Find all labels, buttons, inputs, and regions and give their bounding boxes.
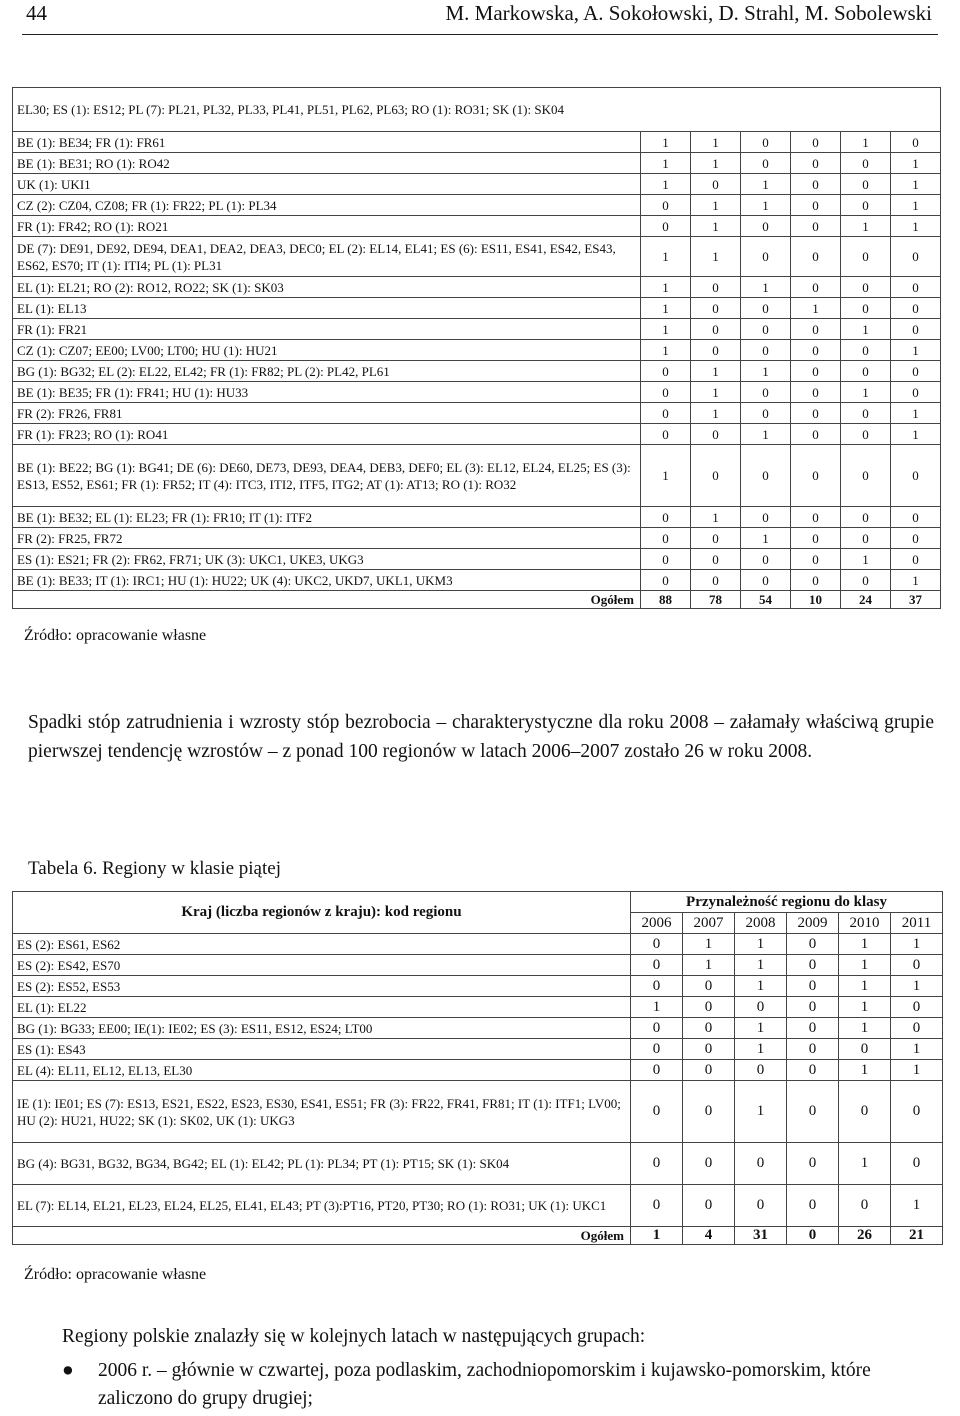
row-label: ES (1): ES21; FR (2): FR62, FR71; UK (3): UKC1, UKE3, UKG3 xyxy=(13,549,641,570)
cell-value: 0 xyxy=(791,549,841,570)
cell-value: 0 xyxy=(891,319,941,340)
cell-value: 1 xyxy=(741,424,791,445)
cell-value: 1 xyxy=(641,132,691,153)
table-row xyxy=(13,445,941,507)
cell-value: 1 xyxy=(735,955,787,976)
row-label: BG (1): BG32; EL (2): EL22, EL42; FR (1): FR82; PL (2): PL42, PL61 xyxy=(13,361,641,382)
cell-value: 0 xyxy=(891,528,941,549)
cell-value: 0 xyxy=(735,997,787,1018)
cell-value: 0 xyxy=(891,1018,943,1039)
table-row xyxy=(13,528,941,549)
cell-value: 0 xyxy=(691,174,741,195)
cell-value: 0 xyxy=(891,507,941,528)
source-note-2: Źródło: opracowanie własne xyxy=(24,1266,207,1283)
table-row xyxy=(13,216,941,237)
cell-value: 1 xyxy=(839,1060,891,1081)
cell-value: 0 xyxy=(691,549,741,570)
row-label: EL (1): EL21; RO (2): RO12, RO22; SK (1): SK03 xyxy=(13,277,641,298)
total-value: 37 xyxy=(891,591,941,609)
table-row xyxy=(13,549,941,570)
cell-value: 0 xyxy=(741,445,791,507)
cell-value: 0 xyxy=(691,528,741,549)
cell-value: 0 xyxy=(841,570,891,591)
table-row xyxy=(13,955,943,976)
cell-value: 0 xyxy=(683,997,735,1018)
cell-value: 0 xyxy=(791,319,841,340)
cell-value: 0 xyxy=(631,1081,683,1143)
cell-value: 1 xyxy=(691,382,741,403)
cell-value: 1 xyxy=(741,195,791,216)
cell-value: 1 xyxy=(841,549,891,570)
cell-value: 0 xyxy=(641,528,691,549)
cell-value: 0 xyxy=(741,570,791,591)
cell-value: 0 xyxy=(631,1060,683,1081)
table-row xyxy=(13,934,943,955)
cell-value: 0 xyxy=(683,976,735,997)
cell-value: 0 xyxy=(787,934,839,955)
table-row xyxy=(13,361,941,382)
cell-value: 0 xyxy=(841,153,891,174)
cell-value: 0 xyxy=(641,195,691,216)
row-label: CZ (1): CZ07; EE00; LV00; LT00; HU (1): HU21 xyxy=(13,340,641,361)
table-row xyxy=(13,1143,943,1185)
cell-value: 0 xyxy=(741,403,791,424)
cell-value: 0 xyxy=(631,955,683,976)
table-6 xyxy=(12,891,943,1245)
cell-value: 0 xyxy=(691,340,741,361)
row-label: BE (1): BE33; IT (1): IRC1; HU (1): HU22; UK (4): UKC2, UKD7, UKL1, UKM3 xyxy=(13,570,641,591)
cell-value: 0 xyxy=(787,1039,839,1060)
table-row xyxy=(13,132,941,153)
year-header: 2008 xyxy=(735,913,787,934)
cell-value: 1 xyxy=(891,570,941,591)
cell-value: 0 xyxy=(791,403,841,424)
cell-value: 1 xyxy=(839,934,891,955)
cell-value: 0 xyxy=(741,549,791,570)
table-row xyxy=(13,1081,943,1143)
cell-value: 1 xyxy=(741,361,791,382)
table-row xyxy=(13,507,941,528)
cell-value: 0 xyxy=(683,1060,735,1081)
row-label: BE (1): BE32; EL (1): EL23; FR (1): FR10; IT (1): ITF2 xyxy=(13,507,641,528)
row-label: FR (1): FR23; RO (1): RO41 xyxy=(13,424,641,445)
cell-value: 0 xyxy=(631,934,683,955)
table-row xyxy=(13,403,941,424)
cell-value: 0 xyxy=(841,237,891,277)
cell-value: 0 xyxy=(741,298,791,319)
cell-value: 1 xyxy=(891,216,941,237)
row-label: FR (2): FR26, FR81 xyxy=(13,403,641,424)
cell-value: 0 xyxy=(791,445,841,507)
cell-value: 0 xyxy=(791,361,841,382)
cell-value: 0 xyxy=(631,1143,683,1185)
row-label: BG (4): BG31, BG32, BG34, BG42; EL (1): EL42; PL (1): PL34; PT (1): PT15; SK (1): SK04 xyxy=(13,1143,631,1185)
total-value: 88 xyxy=(641,591,691,609)
cell-value: 0 xyxy=(839,1039,891,1060)
cell-value: 0 xyxy=(787,1185,839,1227)
row-label: EL (4): EL11, EL12, EL13, EL30 xyxy=(13,1060,631,1081)
cell-value: 0 xyxy=(891,955,943,976)
cell-value: 1 xyxy=(839,1018,891,1039)
cell-value: 1 xyxy=(891,403,941,424)
row-label: BE (1): BE31; RO (1): RO42 xyxy=(13,153,641,174)
cell-value: 0 xyxy=(787,955,839,976)
row-label: ES (1): ES43 xyxy=(13,1039,631,1060)
paragraph-intro: Regiony polskie znalazły się w kolejnych latach w następujących grupach: xyxy=(62,1326,646,1347)
cell-value: 1 xyxy=(891,153,941,174)
cell-value: 0 xyxy=(741,237,791,277)
total-value: 78 xyxy=(691,591,741,609)
total-label: Ogółem xyxy=(13,591,641,609)
cell-value: 0 xyxy=(841,403,891,424)
cell-value: 1 xyxy=(791,298,841,319)
cell-value: 0 xyxy=(641,507,691,528)
row-label: BG (1): BG33; EE00; IE(1): IE02; ES (3): ES11, ES12, ES24; LT00 xyxy=(13,1018,631,1039)
cell-value: 1 xyxy=(691,507,741,528)
table-row xyxy=(13,382,941,403)
cell-value: 0 xyxy=(841,340,891,361)
cell-value: 0 xyxy=(841,361,891,382)
total-row xyxy=(13,1227,943,1245)
page-number: 44 xyxy=(26,1,47,25)
total-value: 4 xyxy=(683,1227,735,1245)
cell-value: 0 xyxy=(891,382,941,403)
table-row xyxy=(13,237,941,277)
cell-value: 1 xyxy=(891,976,943,997)
cell-value: 1 xyxy=(691,216,741,237)
cell-value: 1 xyxy=(735,976,787,997)
cell-value: 1 xyxy=(641,237,691,277)
cell-value: 1 xyxy=(691,237,741,277)
year-header: 2009 xyxy=(787,913,839,934)
cell-value: 0 xyxy=(741,153,791,174)
cell-value: 1 xyxy=(891,1185,943,1227)
cell-value: 0 xyxy=(791,570,841,591)
cell-value: 0 xyxy=(741,382,791,403)
table-row xyxy=(13,976,943,997)
cell-value: 0 xyxy=(791,340,841,361)
row-label: ES (2): ES61, ES62 xyxy=(13,934,631,955)
cell-value: 0 xyxy=(841,298,891,319)
row-label: EL (7): EL14, EL21, EL23, EL24, EL25, EL41, EL43; PT (3):PT16, PT20, PT30; RO (1): RO31; UK (1): UKC1 xyxy=(13,1185,631,1227)
cell-value: 1 xyxy=(841,132,891,153)
row-label: EL30; ES (1): ES12; PL (7): PL21, PL32, PL33, PL41, PL51, PL62, PL63; RO (1): RO31; SK (1): SK04 xyxy=(13,88,941,132)
cell-value: 0 xyxy=(691,298,741,319)
total-value: 54 xyxy=(741,591,791,609)
table-6-header-region: Kraj (liczba regionów z kraju): kod regionu xyxy=(13,892,631,934)
cell-value: 0 xyxy=(791,424,841,445)
cell-value: 0 xyxy=(841,424,891,445)
table-5-continued xyxy=(12,87,941,609)
bullet-text: 2006 r. – głównie w czwartej, poza podlaskim, zachodniopomorskim i kujawsko-pomorskim, które zaliczono do grupy drugiej; xyxy=(98,1360,871,1409)
cell-value: 0 xyxy=(891,237,941,277)
cell-value: 0 xyxy=(741,132,791,153)
body-paragraph: Spadki stóp zatrudnienia i wzrosty stóp bezrobocia – charakterystyczne dla roku 2008 – załamały właściwą grupie pierwszej tendencję wzrostów – z ponad 100 regionów w latach 2006–2007 zostało 26 w roku 2008. xyxy=(28,712,934,762)
cell-value: 0 xyxy=(741,319,791,340)
cell-value: 1 xyxy=(839,976,891,997)
cell-value: 0 xyxy=(683,1185,735,1227)
cell-value: 0 xyxy=(631,1185,683,1227)
row-label: FR (2): FR25, FR72 xyxy=(13,528,641,549)
cell-value: 1 xyxy=(691,195,741,216)
cell-value: 0 xyxy=(891,445,941,507)
table-row xyxy=(13,1185,943,1227)
cell-value: 1 xyxy=(891,195,941,216)
table-row xyxy=(13,1018,943,1039)
cell-value: 1 xyxy=(839,997,891,1018)
table-row xyxy=(13,1060,943,1081)
cell-value: 0 xyxy=(891,1143,943,1185)
cell-value: 1 xyxy=(691,361,741,382)
cell-value: 0 xyxy=(891,298,941,319)
total-value: 26 xyxy=(839,1227,891,1245)
cell-value: 0 xyxy=(641,403,691,424)
cell-value: 0 xyxy=(691,570,741,591)
row-label: BE (1): BE34; FR (1): FR61 xyxy=(13,132,641,153)
cell-value: 1 xyxy=(631,997,683,1018)
cell-value: 0 xyxy=(839,1185,891,1227)
cell-value: 0 xyxy=(741,216,791,237)
row-label: BE (1): BE35; FR (1): FR41; HU (1): HU33 xyxy=(13,382,641,403)
cell-value: 0 xyxy=(641,382,691,403)
row-label: ES (2): ES42, ES70 xyxy=(13,955,631,976)
table-row xyxy=(13,424,941,445)
cell-value: 0 xyxy=(891,1081,943,1143)
cell-value: 0 xyxy=(841,445,891,507)
cell-value: 1 xyxy=(891,934,943,955)
total-value: 21 xyxy=(891,1227,943,1245)
cell-value: 0 xyxy=(791,174,841,195)
total-row xyxy=(13,591,941,609)
cell-value: 1 xyxy=(683,934,735,955)
total-value: 1 xyxy=(631,1227,683,1245)
cell-value: 1 xyxy=(839,1143,891,1185)
cell-value: 0 xyxy=(683,1081,735,1143)
table-row xyxy=(13,277,941,298)
table-row xyxy=(13,153,941,174)
cell-value: 0 xyxy=(841,507,891,528)
cell-value: 1 xyxy=(641,319,691,340)
cell-value: 1 xyxy=(641,174,691,195)
cell-value: 1 xyxy=(691,153,741,174)
cell-value: 1 xyxy=(741,528,791,549)
cell-value: 0 xyxy=(631,976,683,997)
row-label: ES (2): ES52, ES53 xyxy=(13,976,631,997)
row-label: IE (1): IE01; ES (7): ES13, ES21, ES22, ES23, ES30, ES41, ES51; FR (3): FR22, FR41, FR81; IT (1): ITF1; LV00; HU (2): HU21, HU22; SK (1): SK02, UK (1): UKG3 xyxy=(13,1081,631,1143)
cell-value: 0 xyxy=(683,1018,735,1039)
table-row xyxy=(13,319,941,340)
cell-value: 0 xyxy=(839,1081,891,1143)
cell-value: 0 xyxy=(891,549,941,570)
cell-value: 1 xyxy=(735,1081,787,1143)
cell-value: 0 xyxy=(841,528,891,549)
year-header: 2006 xyxy=(631,913,683,934)
cell-value: 0 xyxy=(791,237,841,277)
cell-value: 0 xyxy=(787,997,839,1018)
cell-value: 1 xyxy=(641,340,691,361)
year-header: 2007 xyxy=(683,913,735,934)
cell-value: 1 xyxy=(841,216,891,237)
cell-value: 1 xyxy=(641,277,691,298)
total-value: 31 xyxy=(735,1227,787,1245)
table-row xyxy=(13,298,941,319)
cell-value: 0 xyxy=(631,1039,683,1060)
total-value: 0 xyxy=(787,1227,839,1245)
cell-value: 0 xyxy=(787,1060,839,1081)
table-row xyxy=(13,88,941,132)
cell-value: 1 xyxy=(891,424,941,445)
cell-value: 0 xyxy=(641,216,691,237)
cell-value: 0 xyxy=(791,528,841,549)
cell-value: 0 xyxy=(791,132,841,153)
cell-value: 0 xyxy=(683,1039,735,1060)
table-row xyxy=(13,340,941,361)
cell-value: 1 xyxy=(641,445,691,507)
cell-value: 0 xyxy=(691,277,741,298)
cell-value: 0 xyxy=(791,153,841,174)
table-row xyxy=(13,195,941,216)
cell-value: 0 xyxy=(787,1018,839,1039)
cell-value: 0 xyxy=(791,216,841,237)
row-label: UK (1): UKI1 xyxy=(13,174,641,195)
cell-value: 0 xyxy=(641,549,691,570)
cell-value: 1 xyxy=(641,153,691,174)
cell-value: 0 xyxy=(691,424,741,445)
cell-value: 0 xyxy=(891,997,943,1018)
cell-value: 0 xyxy=(891,132,941,153)
cell-value: 1 xyxy=(841,382,891,403)
row-label: CZ (2): CZ04, CZ08; FR (1): FR22; PL (1): PL34 xyxy=(13,195,641,216)
cell-value: 0 xyxy=(891,361,941,382)
cell-value: 1 xyxy=(891,1039,943,1060)
cell-value: 0 xyxy=(841,195,891,216)
cell-value: 1 xyxy=(691,403,741,424)
cell-value: 1 xyxy=(891,174,941,195)
cell-value: 0 xyxy=(641,361,691,382)
table-row xyxy=(13,997,943,1018)
cell-value: 0 xyxy=(791,382,841,403)
cell-value: 0 xyxy=(787,976,839,997)
cell-value: 1 xyxy=(735,1018,787,1039)
table-row xyxy=(13,1039,943,1060)
cell-value: 1 xyxy=(839,955,891,976)
table-6-caption: Tabela 6. Regiony w klasie piątej xyxy=(28,858,281,879)
cell-value: 0 xyxy=(787,1081,839,1143)
cell-value: 0 xyxy=(741,340,791,361)
cell-value: 1 xyxy=(891,1060,943,1081)
cell-value: 0 xyxy=(787,1143,839,1185)
year-header: 2011 xyxy=(891,913,943,934)
cell-value: 1 xyxy=(741,174,791,195)
source-note-1: Źródło: opracowanie własne xyxy=(24,627,207,644)
cell-value: 1 xyxy=(891,340,941,361)
cell-value: 0 xyxy=(741,507,791,528)
cell-value: 1 xyxy=(641,298,691,319)
total-value: 24 xyxy=(841,591,891,609)
table-row xyxy=(13,570,941,591)
bullet-icon: ● xyxy=(62,1360,74,1381)
cell-value: 0 xyxy=(791,195,841,216)
cell-value: 0 xyxy=(683,1143,735,1185)
cell-value: 1 xyxy=(691,132,741,153)
cell-value: 0 xyxy=(641,424,691,445)
cell-value: 0 xyxy=(791,277,841,298)
cell-value: 0 xyxy=(735,1143,787,1185)
cell-value: 0 xyxy=(891,277,941,298)
table-row xyxy=(13,174,941,195)
cell-value: 1 xyxy=(741,277,791,298)
row-label: DE (7): DE91, DE92, DE94, DEA1, DEA2, DEA3, DEC0; EL (2): EL14, EL41; ES (6): ES11, ES41, ES42, ES43, ES62, ES70; IT (1): ITI4; PL (1): PL31 xyxy=(13,237,641,277)
total-value: 10 xyxy=(791,591,841,609)
cell-value: 0 xyxy=(791,507,841,528)
year-header: 2010 xyxy=(839,913,891,934)
cell-value: 0 xyxy=(631,1018,683,1039)
row-label: FR (1): FR21 xyxy=(13,319,641,340)
cell-value: 1 xyxy=(735,1039,787,1060)
row-label: EL (1): EL22 xyxy=(13,997,631,1018)
cell-value: 0 xyxy=(841,174,891,195)
cell-value: 1 xyxy=(841,319,891,340)
page-header xyxy=(22,0,938,35)
cell-value: 0 xyxy=(691,319,741,340)
cell-value: 1 xyxy=(683,955,735,976)
total-label: Ogółem xyxy=(13,1227,631,1245)
cell-value: 1 xyxy=(735,934,787,955)
table-6-header-class: Przynależność regionu do klasy xyxy=(631,892,943,913)
cell-value: 0 xyxy=(735,1185,787,1227)
row-label: BE (1): BE22; BG (1): BG41; DE (6): DE60, DE73, DE93, DEA4, DEB3, DEF0; EL (3): EL12, EL24, EL25; ES (3): ES13, ES52, ES61; FR (1): FR52; IT (4): ITC3, ITI2, ITF5, ITG2; AT (1): AT13; RO (1): RO32 xyxy=(13,445,641,507)
running-head-authors: M. Markowska, A. Sokołowski, D. Strahl, M. Sobolewski xyxy=(445,1,932,25)
cell-value: 0 xyxy=(841,277,891,298)
cell-value: 0 xyxy=(691,445,741,507)
row-label: EL (1): EL13 xyxy=(13,298,641,319)
cell-value: 0 xyxy=(641,570,691,591)
row-label: FR (1): FR42; RO (1): RO21 xyxy=(13,216,641,237)
cell-value: 0 xyxy=(735,1060,787,1081)
